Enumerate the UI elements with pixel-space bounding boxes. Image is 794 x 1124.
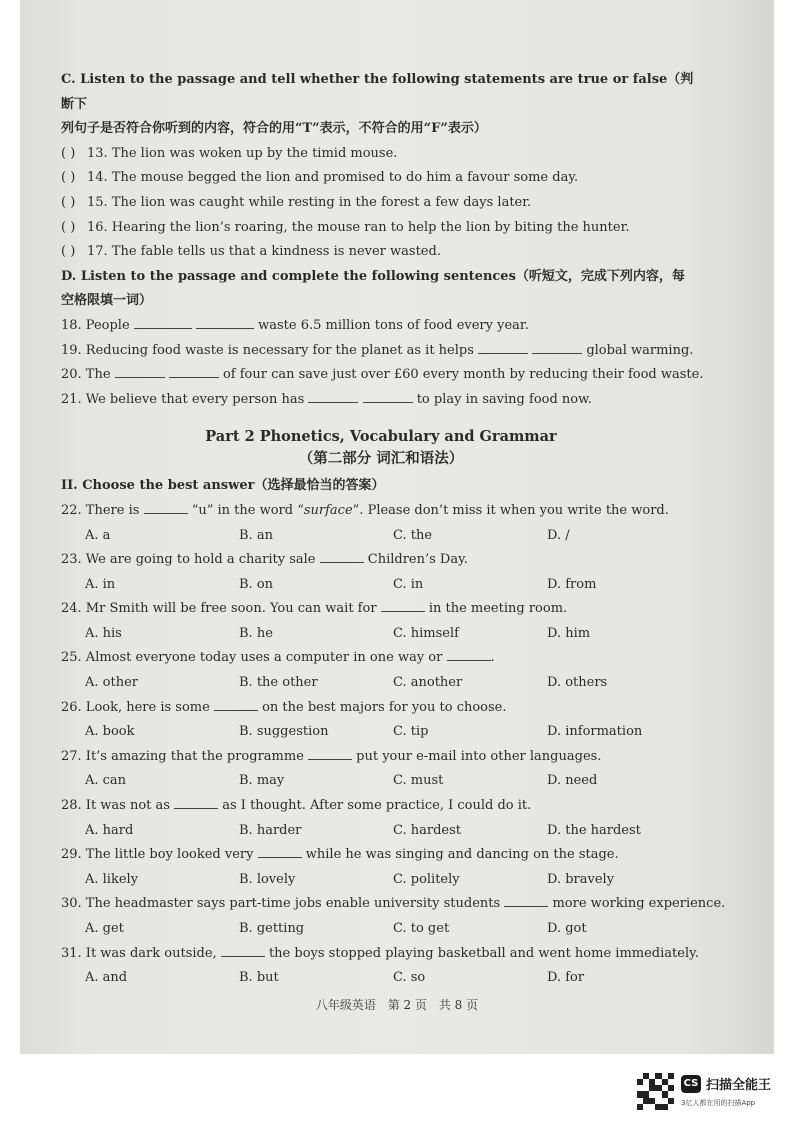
answer-paren: ( ) bbox=[61, 219, 76, 235]
option: C. must bbox=[393, 773, 444, 789]
question-stem: 28. It was not as as I thought. After some practice, I could do it. bbox=[61, 794, 701, 819]
option: A. can bbox=[85, 773, 127, 789]
option: C. himself bbox=[393, 625, 459, 641]
question-23 bbox=[61, 548, 701, 597]
options bbox=[61, 966, 701, 991]
question-stem: 22. There is “u” in the word “surface”. Please don’t miss it when you write the word. bbox=[61, 499, 701, 524]
qr-code-icon bbox=[637, 1073, 674, 1110]
question-22 bbox=[61, 499, 701, 548]
section-c-heading: C. Listen to the passage and tell whether the following statements are true or false（判断下 列句子是否符合你听到的内容，符合的用“T”表示，不符合的用“F”表示） bbox=[61, 72, 694, 137]
option: D. bravely bbox=[547, 871, 615, 887]
answer-blank bbox=[169, 363, 219, 378]
option: C. another bbox=[393, 675, 463, 691]
option: C. to get bbox=[393, 921, 450, 936]
question-26 bbox=[61, 696, 701, 745]
fill-item: 19. Reducing food waste is necessary for the planet as it helps global warming. bbox=[61, 339, 701, 364]
answer-blank bbox=[115, 363, 165, 378]
section-ii-heading: II. Choose the best answer（选择最恰当的答案） bbox=[61, 478, 385, 494]
option: B. lovely bbox=[239, 871, 296, 887]
answer-blank bbox=[134, 314, 192, 329]
option: C. the bbox=[393, 527, 433, 543]
option: D. the hardest bbox=[547, 822, 641, 838]
option: B. an bbox=[239, 527, 273, 543]
section-d-heading: D. Listen to the passage and complete the following sentences（听短文，完成下列内容，每 空格限填一词） bbox=[61, 268, 685, 309]
option: D. / bbox=[547, 527, 570, 543]
fill-item: 20. The of four can save just over £60 every month by reducing their food waste. bbox=[61, 363, 701, 388]
option: B. may bbox=[239, 773, 285, 789]
question-stem: 25. Almost everyone today uses a computer in one way or . bbox=[61, 646, 701, 671]
question-stem: 23. We are going to hold a charity sale Children’s Day. bbox=[61, 548, 701, 573]
fill-item: 18. People waste 6.5 million tons of food every year. bbox=[61, 314, 701, 339]
option: D. from bbox=[547, 576, 597, 592]
answer-blank bbox=[381, 597, 425, 612]
answer-blank bbox=[144, 499, 188, 514]
answer-blank bbox=[320, 548, 364, 563]
answer-paren: ( ) bbox=[61, 145, 76, 161]
scanner-tagline: 3亿人都在用的扫描App bbox=[681, 1099, 756, 1107]
answer-paren: ( ) bbox=[61, 170, 76, 186]
option: D. others bbox=[547, 675, 608, 691]
option: D. need bbox=[547, 773, 598, 789]
option: D. him bbox=[547, 625, 591, 641]
answer-blank bbox=[308, 745, 352, 760]
answer-blank bbox=[447, 646, 491, 661]
answer-blank bbox=[174, 794, 218, 809]
answer-blank bbox=[258, 843, 302, 858]
option: A. other bbox=[85, 675, 138, 691]
option: C. hardest bbox=[393, 822, 461, 838]
part-subtitle: （第二部分 词汇和语法） bbox=[298, 450, 464, 468]
question-stem: 27. It’s amazing that the programme put your e-mail into other languages. bbox=[61, 745, 701, 770]
question-24 bbox=[61, 597, 701, 646]
options bbox=[61, 524, 701, 549]
question-27 bbox=[61, 745, 701, 794]
option: A. hard bbox=[85, 822, 134, 838]
option: B. he bbox=[239, 625, 273, 641]
answer-blank bbox=[532, 339, 582, 354]
option: B. harder bbox=[239, 822, 302, 838]
options bbox=[61, 573, 701, 598]
page-footer: 八年级英语 第 2 页 共 8 页 bbox=[315, 998, 479, 1012]
tf-item: ( ) 17. The fable tells us that a kindness is never wasted. bbox=[61, 240, 701, 265]
option: B. the other bbox=[239, 675, 318, 691]
tf-item: ( ) 13. The lion was woken up by the timid mouse. bbox=[61, 142, 701, 167]
part-title: Part 2 Phonetics, Vocabulary and Grammar bbox=[205, 428, 557, 446]
fill-item: 21. We believe that every person has to play in saving food now. bbox=[61, 388, 701, 413]
option: A. in bbox=[85, 576, 116, 592]
option: D. got bbox=[547, 921, 587, 936]
question-stem: 30. The headmaster says part-time jobs enable university students more working experience. bbox=[61, 892, 701, 917]
camscanner-logo-icon: CS bbox=[681, 1075, 701, 1093]
question-stem: 29. The little boy looked very while he was singing and dancing on the stage. bbox=[61, 843, 701, 868]
question-25 bbox=[61, 646, 701, 695]
options bbox=[61, 819, 701, 844]
scanner-app-name: 扫描全能王 bbox=[706, 1078, 772, 1093]
option: C. politely bbox=[393, 871, 460, 887]
option: C. so bbox=[393, 970, 426, 986]
answer-blank bbox=[308, 388, 358, 403]
option: A. his bbox=[85, 625, 122, 641]
option: A. get bbox=[85, 921, 124, 936]
options bbox=[61, 917, 701, 942]
option: B. but bbox=[239, 970, 279, 986]
question-29 bbox=[61, 843, 701, 892]
option: D. information bbox=[547, 724, 643, 740]
question-30 bbox=[61, 892, 726, 941]
option: D. for bbox=[547, 970, 585, 986]
options bbox=[61, 720, 701, 745]
question-stem: 31. It was dark outside, the boys stopped playing basketball and went home immediately. bbox=[61, 942, 701, 967]
options bbox=[61, 671, 701, 696]
question-stem: 24. Mr Smith will be free soon. You can wait for in the meeting room. bbox=[61, 597, 701, 622]
question-28 bbox=[61, 794, 701, 843]
question-31 bbox=[61, 942, 701, 991]
answer-blank bbox=[504, 892, 548, 907]
answer-blank bbox=[478, 339, 528, 354]
option: C. tip bbox=[393, 724, 429, 740]
option: B. suggestion bbox=[239, 724, 329, 740]
answer-blank bbox=[214, 696, 258, 711]
option: A. book bbox=[85, 724, 135, 740]
option: A. a bbox=[85, 527, 111, 543]
option: A. likely bbox=[85, 871, 139, 887]
option: A. and bbox=[85, 970, 128, 986]
answer-blank bbox=[363, 388, 413, 403]
question-stem: 26. Look, here is some on the best majors for you to choose. bbox=[61, 696, 701, 721]
tf-item: ( ) 14. The mouse begged the lion and promised to do him a favour some day. bbox=[61, 166, 701, 191]
option: B. on bbox=[239, 576, 274, 592]
options bbox=[61, 769, 701, 794]
answer-blank bbox=[196, 314, 254, 329]
answer-paren: ( ) bbox=[61, 194, 76, 210]
options bbox=[61, 622, 701, 647]
section-d-list bbox=[61, 314, 704, 412]
section-c-list bbox=[61, 142, 701, 265]
page-content bbox=[61, 68, 726, 991]
option: C. in bbox=[393, 576, 424, 592]
tf-item: ( ) 15. The lion was caught while resting in the forest a few days later. bbox=[61, 191, 701, 216]
answer-blank bbox=[221, 942, 265, 957]
answer-paren: ( ) bbox=[61, 244, 76, 260]
tf-item: ( ) 16. Hearing the lion’s roaring, the mouse ran to help the lion by biting the hunter. bbox=[61, 216, 701, 241]
option: B. getting bbox=[239, 921, 305, 936]
options bbox=[61, 868, 701, 893]
